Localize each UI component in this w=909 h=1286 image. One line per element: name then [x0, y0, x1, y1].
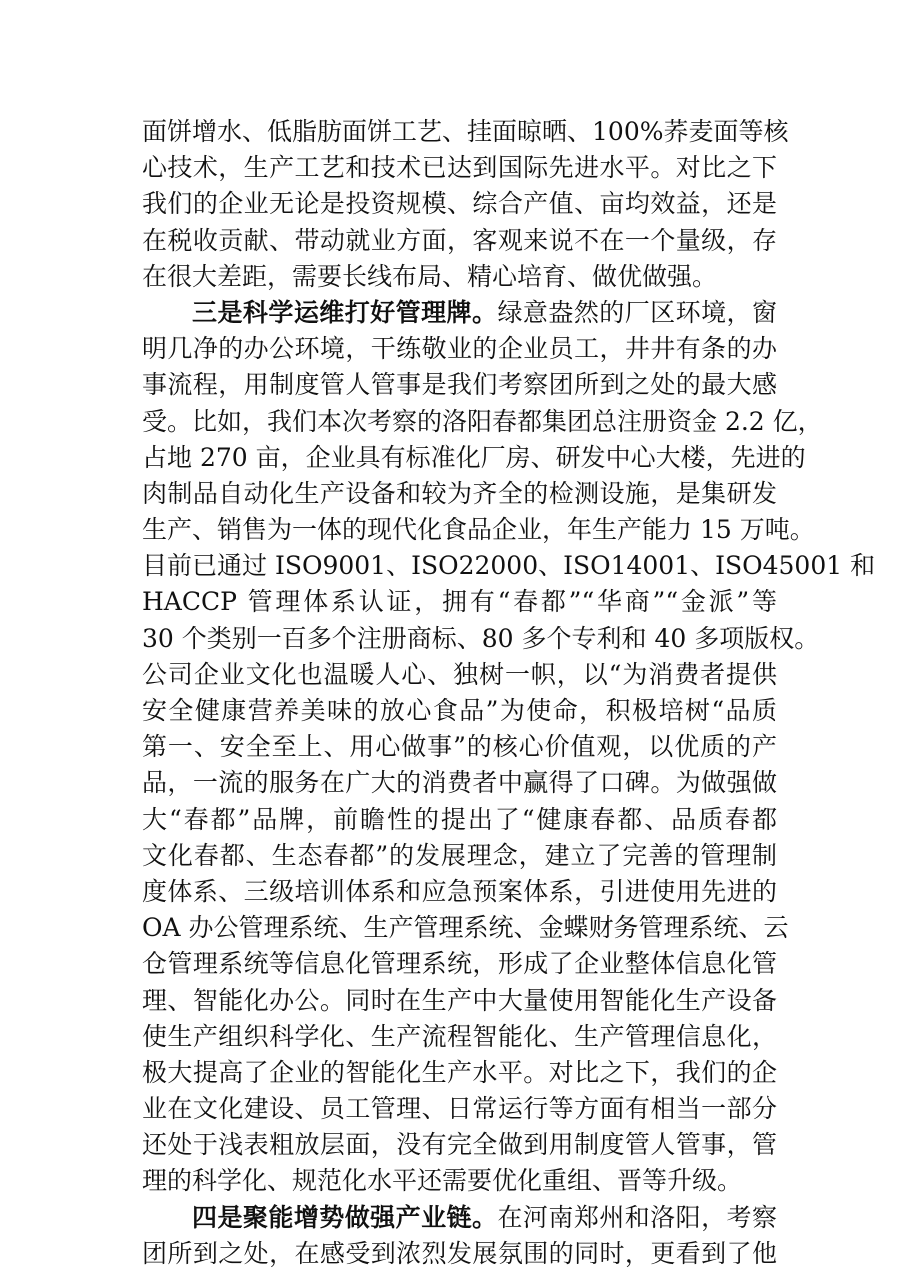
paragraph-line: 业在文化建设、员工管理、日常运行等方面有相当一部分: [142, 1094, 777, 1124]
paragraph-3: [142, 1200, 777, 1272]
paragraph-line: 文化春都、生态春都”的发展理念，建立了完善的管理制: [142, 840, 777, 870]
paragraph-line: 使生产组织科学化、生产流程智能化、生产管理信息化，: [142, 1021, 777, 1051]
paragraph-line: 还处于浅表粗放层面，没有完全做到用制度管人管事，管: [142, 1130, 777, 1160]
paragraph-line: OA 办公管理系统、生产管理系统、金蝶财务管理系统、云: [142, 913, 789, 943]
paragraph-line: 团所到之处，在感受到浓烈发展氛围的同时，更看到了他: [142, 1238, 777, 1268]
paragraph-line: 仓管理系统等信息化管理系统，形成了企业整体信息化管: [142, 949, 777, 979]
paragraph-line: 品，一流的服务在广大的消费者中赢得了口碑。为做强做: [142, 768, 777, 798]
paragraph-line: 大“春都”品牌，前瞻性的提出了“健康春都、品质春都: [142, 804, 777, 834]
paragraph-line: 度体系、三级培训体系和应急预案体系，引进使用先进的: [142, 876, 777, 906]
paragraph-1: [142, 114, 789, 295]
paragraph-line: 我们的企业无论是投资规模、综合产值、亩均效益，还是: [142, 189, 777, 219]
paragraph-line: 明几净的办公环境，干练敬业的企业员工，井井有条的办: [142, 334, 777, 364]
paragraph-line: 在税收贡献、带动就业方面，客观来说不在一个量级，存: [142, 225, 777, 255]
paragraph-line: 面饼增水、低脂肪面饼工艺、挂面晾晒、100%荞麦面等核: [142, 117, 789, 146]
paragraph-line: 受。比如，我们本次考察的洛阳春都集团总注册资金 2.2 亿，: [142, 406, 823, 436]
paragraph-line: 肉制品自动化生产设备和较为齐全的检测设施，是集研发: [142, 478, 777, 508]
paragraph-line: 理、智能化办公。同时在生产中大量使用智能化生产设备: [142, 985, 777, 1015]
paragraph-line: 占地 270 亩，企业具有标准化厂房、研发中心大楼，先进的: [142, 442, 806, 472]
paragraph-line: HACCP 管理体系认证，拥有“春都”“华商”“金派”等: [142, 587, 777, 617]
paragraph-line: 事流程，用制度管人管事是我们考察团所到之处的最大感: [142, 370, 777, 400]
paragraph-line: 心技术，生产工艺和技术已达到国际先进水平。对比之下: [142, 153, 777, 183]
paragraph-line: 极大提高了企业的智能化生产水平。对比之下，我们的企: [142, 1057, 777, 1087]
paragraph-line: 第一、安全至上、用心做事”的核心价值观，以优质的产: [142, 732, 777, 762]
paragraph-line: 理的科学化、规范化水平还需要优化重组、晋等升级。: [142, 1166, 743, 1196]
paragraph-line: 目前已通过 ISO9001、ISO22000、ISO14001、ISO45001 和: [142, 551, 876, 581]
paragraph-line: 四是聚能增势做强产业链。在河南郑州和洛阳，考察: [192, 1202, 777, 1232]
paragraph-line: 30 个类别一百多个注册商标、80 多个专利和 40 多项版权。: [142, 623, 820, 653]
paragraph-line: 三是科学运维打好管理牌。绿意盎然的厂区环境，窗: [192, 297, 777, 327]
paragraph-line: 公司企业文化也温暖人心、独树一帜，以“为消费者提供: [142, 659, 777, 689]
paragraph-line: 安全健康营养美味的放心食品”为使命，积极培树“品质: [142, 696, 777, 725]
paragraph-line: 在很大差距，需要长线布局、精心培育、做优做强。: [142, 261, 718, 291]
paragraph-2: [142, 295, 876, 1200]
section-heading: 三是科学运维打好管理牌。: [192, 297, 498, 327]
section-heading: 四是聚能增势做强产业链。: [192, 1202, 498, 1232]
paragraph-line: 生产、销售为一体的现代化食品企业，年生产能力 15 万吨。: [142, 515, 815, 545]
document-body: [142, 114, 876, 1272]
